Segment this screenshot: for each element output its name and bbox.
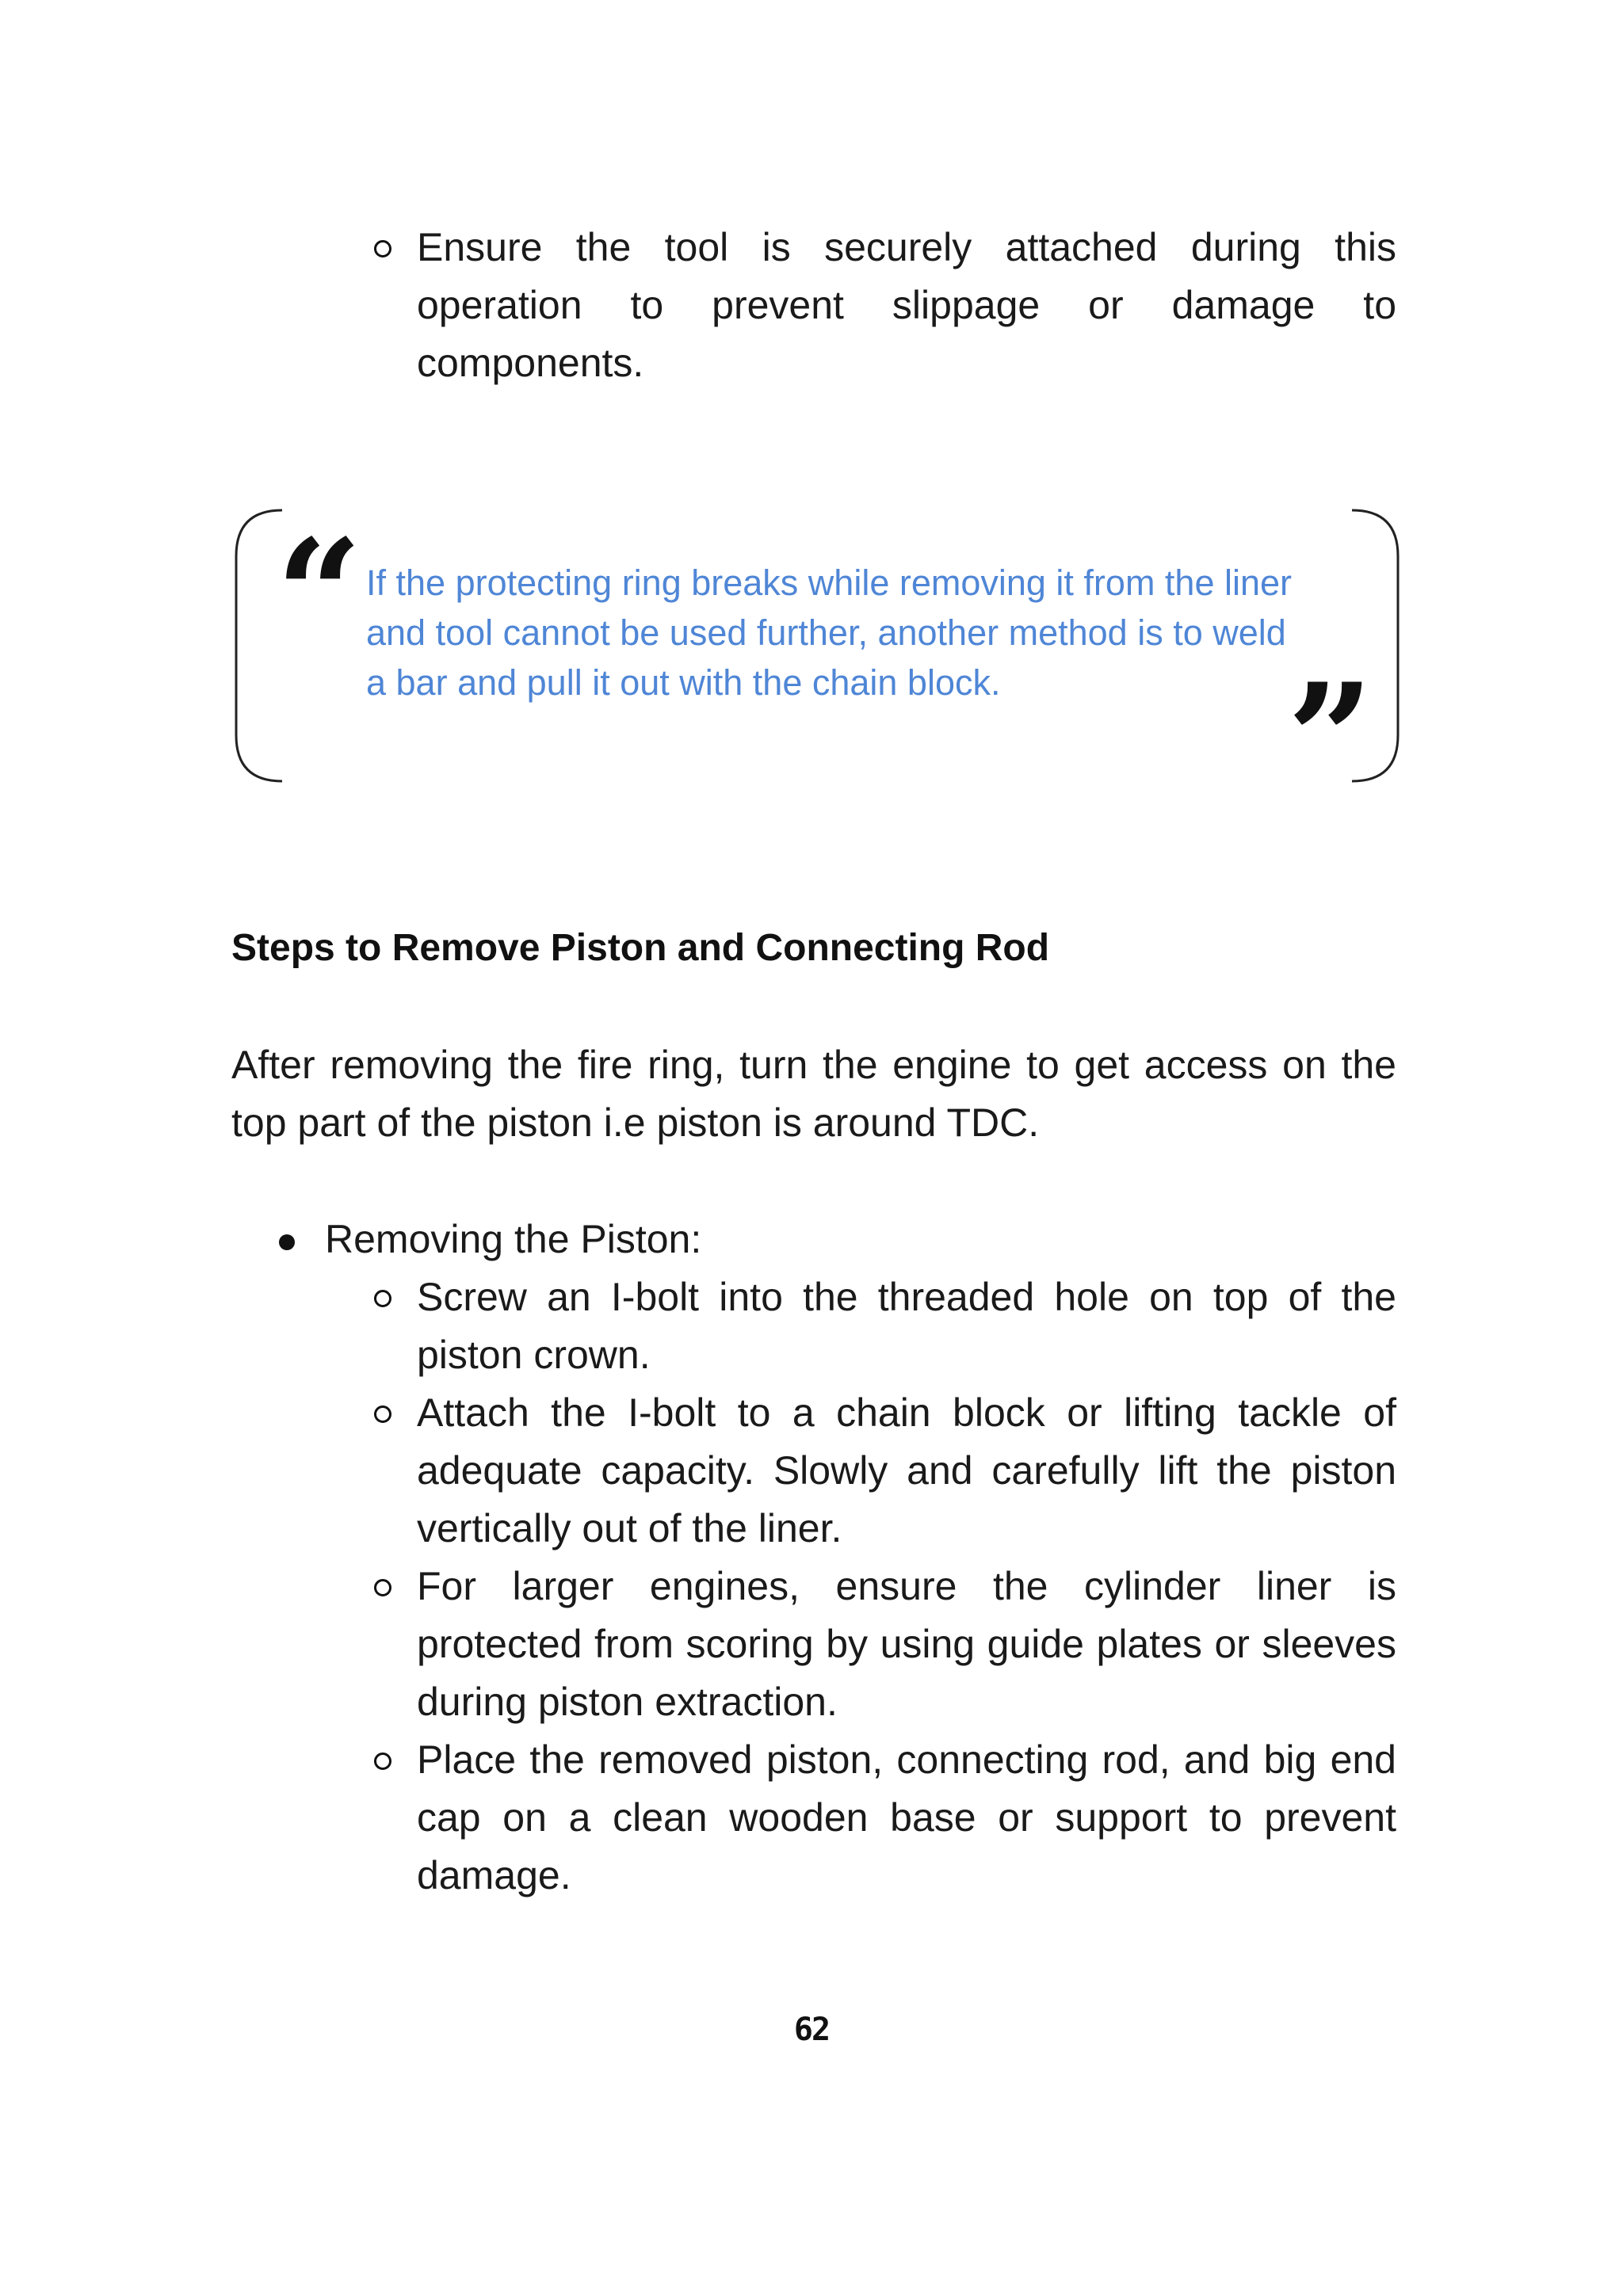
sub-bullet-item: Screw an I-bolt into the threaded hole on top of the piston crown. <box>417 1275 1396 1377</box>
sub-bullet-marker-icon <box>374 1753 391 1770</box>
sub-bullet-item: Place the removed piston, connecting rod, and big end cap on a clean wooden base or support to prevent damage. <box>417 1737 1396 1897</box>
sub-bullet-item: Attach the I-bolt to a chain block or lifting tackle of adequate capacity. Slowly and carefully lift the piston vertically out of the liner. <box>417 1390 1396 1550</box>
sub-bullet-item: Ensure the tool is securely attached during this operation to prevent slippage or damage to components. <box>417 225 1396 385</box>
close-quote-icon: ” <box>1287 650 1374 827</box>
open-quote-icon: “ <box>276 506 363 683</box>
sub-bullet-marker-icon <box>374 240 391 257</box>
bullet-dot-icon <box>279 1234 295 1250</box>
sub-bullet-item: For larger engines, ensure the cylinder liner is protected from scoring by using guide plates or sleeves during piston extraction. <box>417 1564 1396 1724</box>
page-number: 62 <box>793 2012 830 2048</box>
quote-text: If the protecting ring breaks while removing it from the liner and tool cannot be used further, another method is to weld a bar and pull it out with the chain block. <box>366 563 1293 703</box>
bullet-label: Removing the Piston: <box>325 1217 702 1261</box>
section-heading: Steps to Remove Piston and Connecting Rod <box>231 927 1050 969</box>
intro-paragraph: After removing the fire ring, turn the engine to get access on the top part of the piston i.e piston is around TDC. <box>231 1043 1396 1145</box>
sub-bullet-marker-icon <box>374 1290 391 1307</box>
quote-callout <box>235 506 1400 827</box>
sub-bullet-marker-icon <box>374 1405 391 1423</box>
sub-bullet-marker-icon <box>374 1579 391 1596</box>
